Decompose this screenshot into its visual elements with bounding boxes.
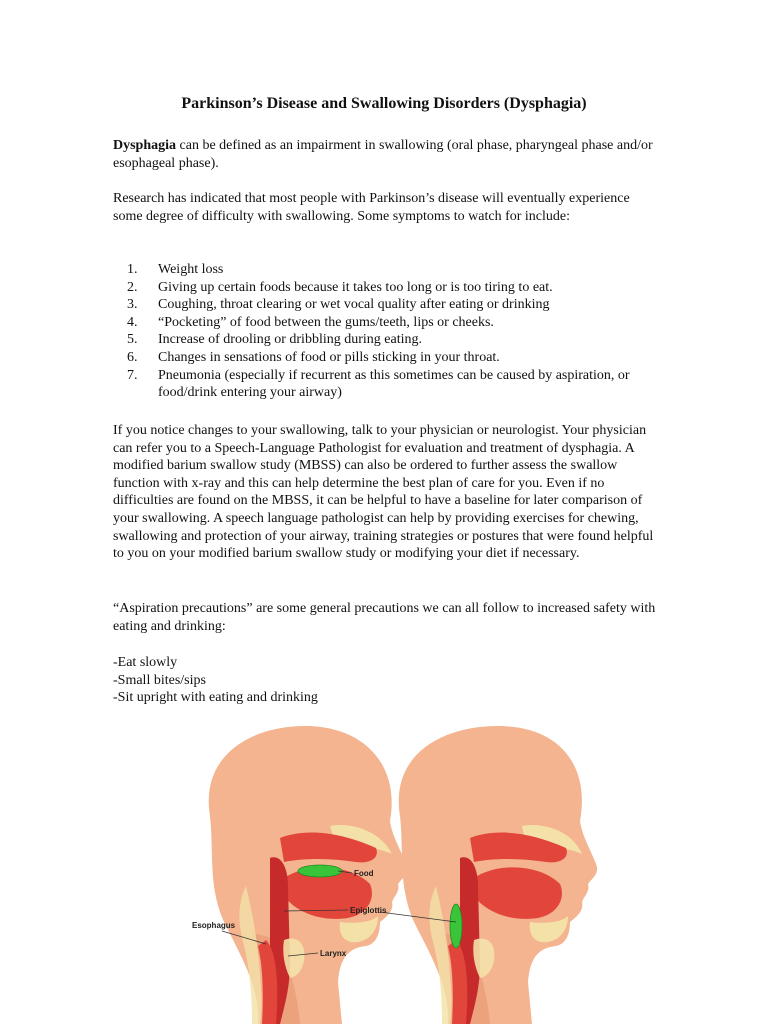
list-item: [113, 296, 658, 314]
label-food: Food: [354, 869, 374, 878]
precaution-item: -Eat slowly: [113, 655, 178, 670]
list-number: 4.: [127, 314, 138, 330]
right-food-bolus: [450, 904, 462, 948]
label-larynx: Larynx: [320, 949, 347, 958]
swallowing-anatomy-illustration: [180, 726, 660, 1024]
list-text: Pneumonia (especially if recurrent as this sometimes can be caused by aspiration, or food/drink entering your airway): [158, 367, 630, 401]
label-epiglottis: Epiglottis: [350, 906, 387, 915]
research-paragraph: Research has indicated that most people with Parkinson’s disease will eventually experience some degree of difficulty with swallowing. Some symptoms to watch for include:: [113, 191, 630, 224]
list-number: 6.: [127, 349, 138, 365]
definition-paragraph: [113, 137, 658, 172]
definition-term: Dysphagia: [113, 138, 177, 153]
list-item: [113, 331, 658, 349]
list-number: 7.: [127, 367, 138, 383]
label-esophagus: Esophagus: [192, 921, 236, 930]
left-food-bolus: [298, 865, 342, 877]
list-item: [113, 349, 658, 367]
precaution-item: -Sit upright with eating and drinking: [113, 690, 318, 706]
precaution-item: -Small bites/sips: [113, 672, 206, 688]
list-text: Giving up certain foods because it takes too long or is too tiring to eat.: [158, 279, 553, 295]
anatomy-svg: [180, 726, 660, 1024]
list-text: Increase of drooling or dribbling during eating.: [158, 332, 422, 348]
list-item: [113, 279, 658, 297]
list-text: Weight loss: [158, 262, 224, 277]
list-item: [113, 261, 658, 279]
list-text: Coughing, throat clearing or wet vocal quality after eating or drinking: [158, 297, 550, 313]
right-head-figure: [399, 726, 597, 1024]
list-item: [113, 367, 658, 402]
list-text: “Pocketing” of food between the gums/teeth, lips or cheeks.: [158, 314, 494, 330]
left-head-figure: [209, 726, 407, 1024]
list-text: Changes in sensations of food or pills sticking in your throat.: [158, 349, 500, 365]
list-number: 3.: [127, 297, 138, 313]
aspiration-paragraph: “Aspiration precautions” are some general precautions we can all follow to increased safety with eating and drinking:: [113, 601, 656, 634]
list-number: 1.: [127, 262, 138, 277]
list-number: 2.: [127, 279, 138, 295]
symptoms-list: [113, 261, 658, 402]
document-title: Parkinson’s Disease and Swallowing Disorders (Dysphagia): [181, 95, 587, 112]
precautions-list: [113, 654, 658, 707]
notice-paragraph: If you notice changes to your swallowing, talk to your physician or neurologist. Your physician can refer you to a Speech-Language Pathologist for evaluation and treatment of dysphagia. A modified barium swallow study (MBSS) can also be ordered to further assess the swallow function with x-ray and this can help determine the best plan of care for you. Even if no difficulties are found on the MBSS, it can be helpful to have a baseline for later comparison of your swallowing. A speech language pathologist can help by providing exercises for chewing, swallowing and protection of your airway, training strategies or postures that were found helpful to you on your modified barium swallow study or modifying your diet if necessary.: [113, 423, 654, 562]
definition-text: can be defined as an impairment in swallowing (oral phase, pharyngeal phase and/or esophageal phase).: [113, 138, 653, 171]
list-item: [113, 314, 658, 332]
list-number: 5.: [127, 332, 138, 348]
